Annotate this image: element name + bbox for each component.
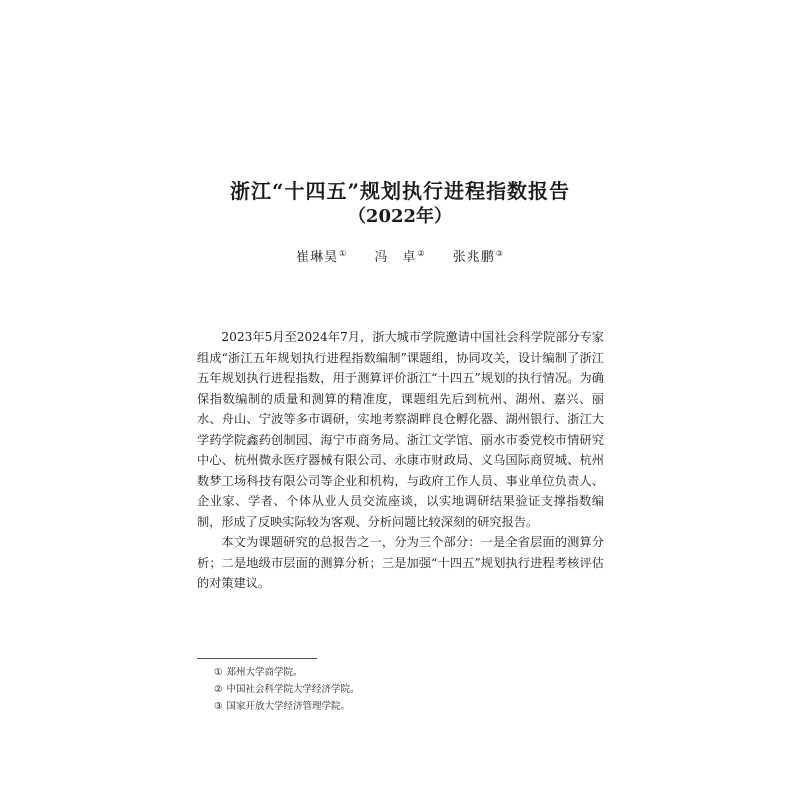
author-2 (374, 250, 425, 265)
document-title: 浙江“十四五”规划执行进程指数报告 (229, 179, 570, 203)
footnote-1 (214, 664, 360, 681)
body-text (197, 327, 604, 594)
footnote-list (214, 664, 360, 715)
author-footnote-mark: ② (417, 249, 426, 258)
body-paragraph: 2023年5月至2024年7月，浙大城市学院邀请中国社会科学院部分专家组成“浙江五年规划执行进程指数编制”课题组，协同攻关，设计编制了浙江五年规划执行进程指数，用于测算评价浙江“十四五”规划的执行情况。为确保指数编制的质量和测算的精准度，课题组先后到杭州、湖州、嘉兴、丽水、舟山、宁波等多市调研，实地考察湖畔良仓孵化器、湖州银行、浙江大学药学院鑫药创制园、海宁市商务局、浙江文学馆、丽水市委党校市情研究中心、杭州微永医疗器械有限公司、永康市财政局、义乌国际商贸城、杭州数梦工场科技有限公司等企业和机构，与政府工作人员、事业单位负责人、企业家、学者、个体从业人员交流座谈，以实地调研结果验证支撑指数编制，形成了反映实际较为客观、分析问题比较深刻的研究报告。 (197, 330, 604, 529)
footnote-2 (214, 681, 360, 698)
body-paragraph: 本文为课题研究的总报告之一，分为三个部分：一是全省层面的测算分析；二是地级市层面的测算分析；三是加强“十四五”规划执行进程考核评估的对策建议。 (197, 535, 604, 590)
footnote-text: 郑州大学商学院。 (226, 667, 303, 678)
document-subtitle: （2022年） (347, 206, 453, 227)
footnote-mark: ① (214, 667, 223, 678)
author-name: 张兆鹏 (452, 250, 495, 266)
footnote-mark: ② (214, 684, 223, 695)
author-name: 冯 卓 (374, 250, 417, 266)
footnote-mark: ③ (214, 701, 223, 712)
footnote-3 (214, 698, 360, 715)
author-list (0, 245, 800, 267)
footnote-text: 国家开放大学经济管理学院。 (226, 701, 351, 712)
footnote-text: 中国社会科学院大学经济学院。 (226, 684, 360, 695)
author-name: 崔琳昊 (296, 250, 339, 266)
author-3 (453, 250, 504, 265)
author-footnote-mark: ① (339, 249, 348, 258)
author-footnote-mark: ③ (495, 249, 504, 258)
author-1 (296, 250, 347, 265)
footnote-divider (197, 658, 317, 659)
